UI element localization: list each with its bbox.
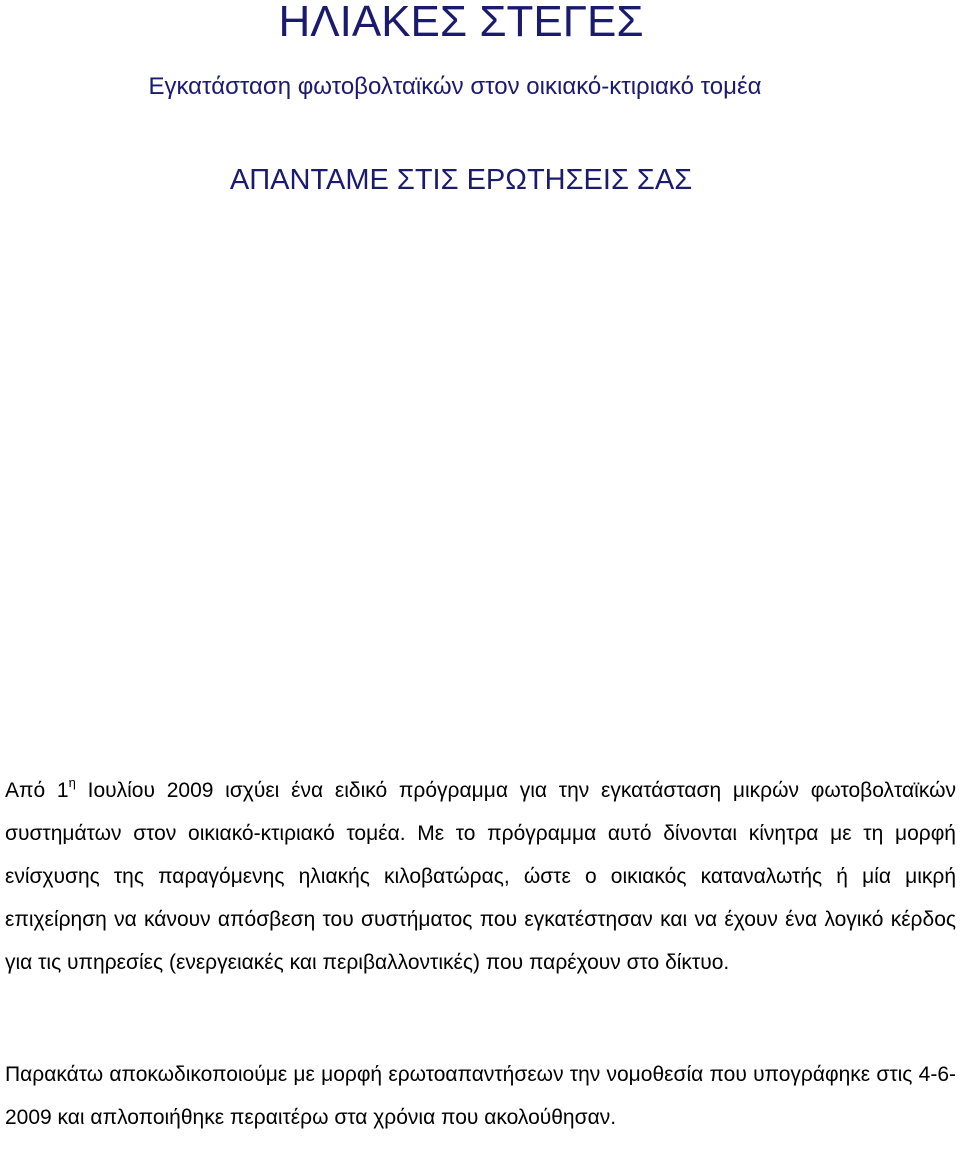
intro-paragraph-body: Ιουλίου 2009 ισχύει ένα ειδικό πρόγραμμα για την εγκατάσταση μικρών φωτοβολταϊκών συστημάτων στον οικιακό-κτιριακό τομέα. Με το πρόγραμμα αυτό δίνονται κίνητρα με τη μορφή ενίσχυσης της παραγόμενης ηλιακής κιλοβατώρας, ώστε ο οικιακός καταναλωτής ή μία μικρή επιχείρηση να κάνουν απόσβεση του συστήματος που εγκατέστησαν και να έχουν ένα λογικό κέρδος για τις υπηρεσίες (ενεργειακές και περιβαλλοντικές) που παρέχουν στο δίκτυο. xyxy=(5,779,956,974)
intro-paragraph-lead: Από 1 xyxy=(5,779,69,802)
ordinal-superscript: η xyxy=(68,775,76,790)
section-heading: ΑΠΑΝΤΑΜΕ ΣΤΙΣ ΕΡΩΤΗΣΕΙΣ ΣΑΣ xyxy=(229,164,693,196)
document-title: ΗΛΙΑΚΕΣ ΣΤΕΓΕΣ xyxy=(278,0,644,46)
legislation-paragraph: Παρακάτω αποκωδικοποιούμε με μορφή ερωτοαπαντήσεων την νομοθεσία που υπογράφηκε στις 4-6-2009 και απλοποιήθηκε περαιτέρω στα χρόνια που ακολούθησαν. xyxy=(5,1063,956,1129)
intro-paragraph xyxy=(5,769,956,984)
document-subtitle: Εγκατάσταση φωτοβολταϊκών στον οικιακό-κτιριακό τομέα xyxy=(148,73,762,100)
